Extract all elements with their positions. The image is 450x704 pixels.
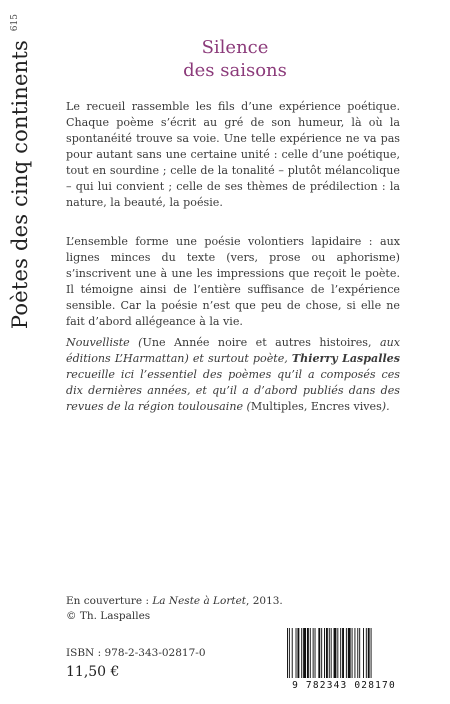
- copyright-line: © Th. Laspalles: [66, 610, 151, 622]
- book-title-line2: des saisons: [183, 60, 287, 81]
- bio-part6: ).: [381, 400, 390, 413]
- cover-credit-line: [66, 594, 283, 609]
- barcode-digits: 9 782343 028170: [292, 680, 396, 691]
- cover-credit: [66, 594, 283, 624]
- author-bio: [66, 335, 400, 415]
- series-name: Poètes des cinq continents: [8, 40, 32, 330]
- series-number: 615: [10, 14, 20, 32]
- bio-book-title: Une Année noire et autres histoires,: [142, 336, 372, 349]
- price: 11,50 €: [66, 664, 120, 680]
- description-paragraph-1: Le recueil rassemble les fils d’une expérience poétique. Chaque poème s’écrit au gré de son humeur, là où la spontanéité trouve sa voie. Une telle expérience ne va pas pour autant sans une certaine unité : celle d’une poétique, tout en sourdine ; celle de la tonalité – plutôt mélancolique – qui lui convient ; celle de ses thèmes de prédilection : la nature, la beauté, la poésie.: [66, 100, 400, 209]
- cover-credit-year: , 2013.: [246, 595, 283, 607]
- spine: [0, 0, 62, 704]
- barcode: [281, 628, 407, 685]
- bio-reviews: Multiples, Encres vives: [250, 400, 382, 413]
- author-name: Thierry Laspalles: [291, 352, 400, 365]
- book-title: [150, 36, 320, 82]
- isbn: ISBN : 978-2-343-02817-0: [66, 647, 206, 659]
- bio-part3: aux éditions L’Harmattan) et surtout poète,: [66, 336, 400, 365]
- cover-credit-prefix: En couverture :: [66, 595, 153, 607]
- bio-part1: Nouvelliste (: [66, 336, 143, 349]
- description-paragraph-2: L’ensemble forme une poésie volontiers lapidaire : aux lignes minces du texte (vers, prose ou aphorisme) s’inscrivent une à une les impressions que reçoit le poète. Il témoigne ainsi de l’entière suffisance de l’expérience sensible. Car la poésie n’est que peu de chose, si elle ne fait d’abord allégeance à la vie.: [66, 235, 400, 328]
- book-title-line1: Silence: [201, 37, 269, 58]
- bio-part4: recueille ici l’essentiel des poèmes qu’il a composés ces dix dernières années, et qu’il a d’abord publiés dans des revues de la région toulousaine (: [66, 368, 400, 413]
- cover-artwork-title: La Neste à Lortet: [152, 595, 247, 607]
